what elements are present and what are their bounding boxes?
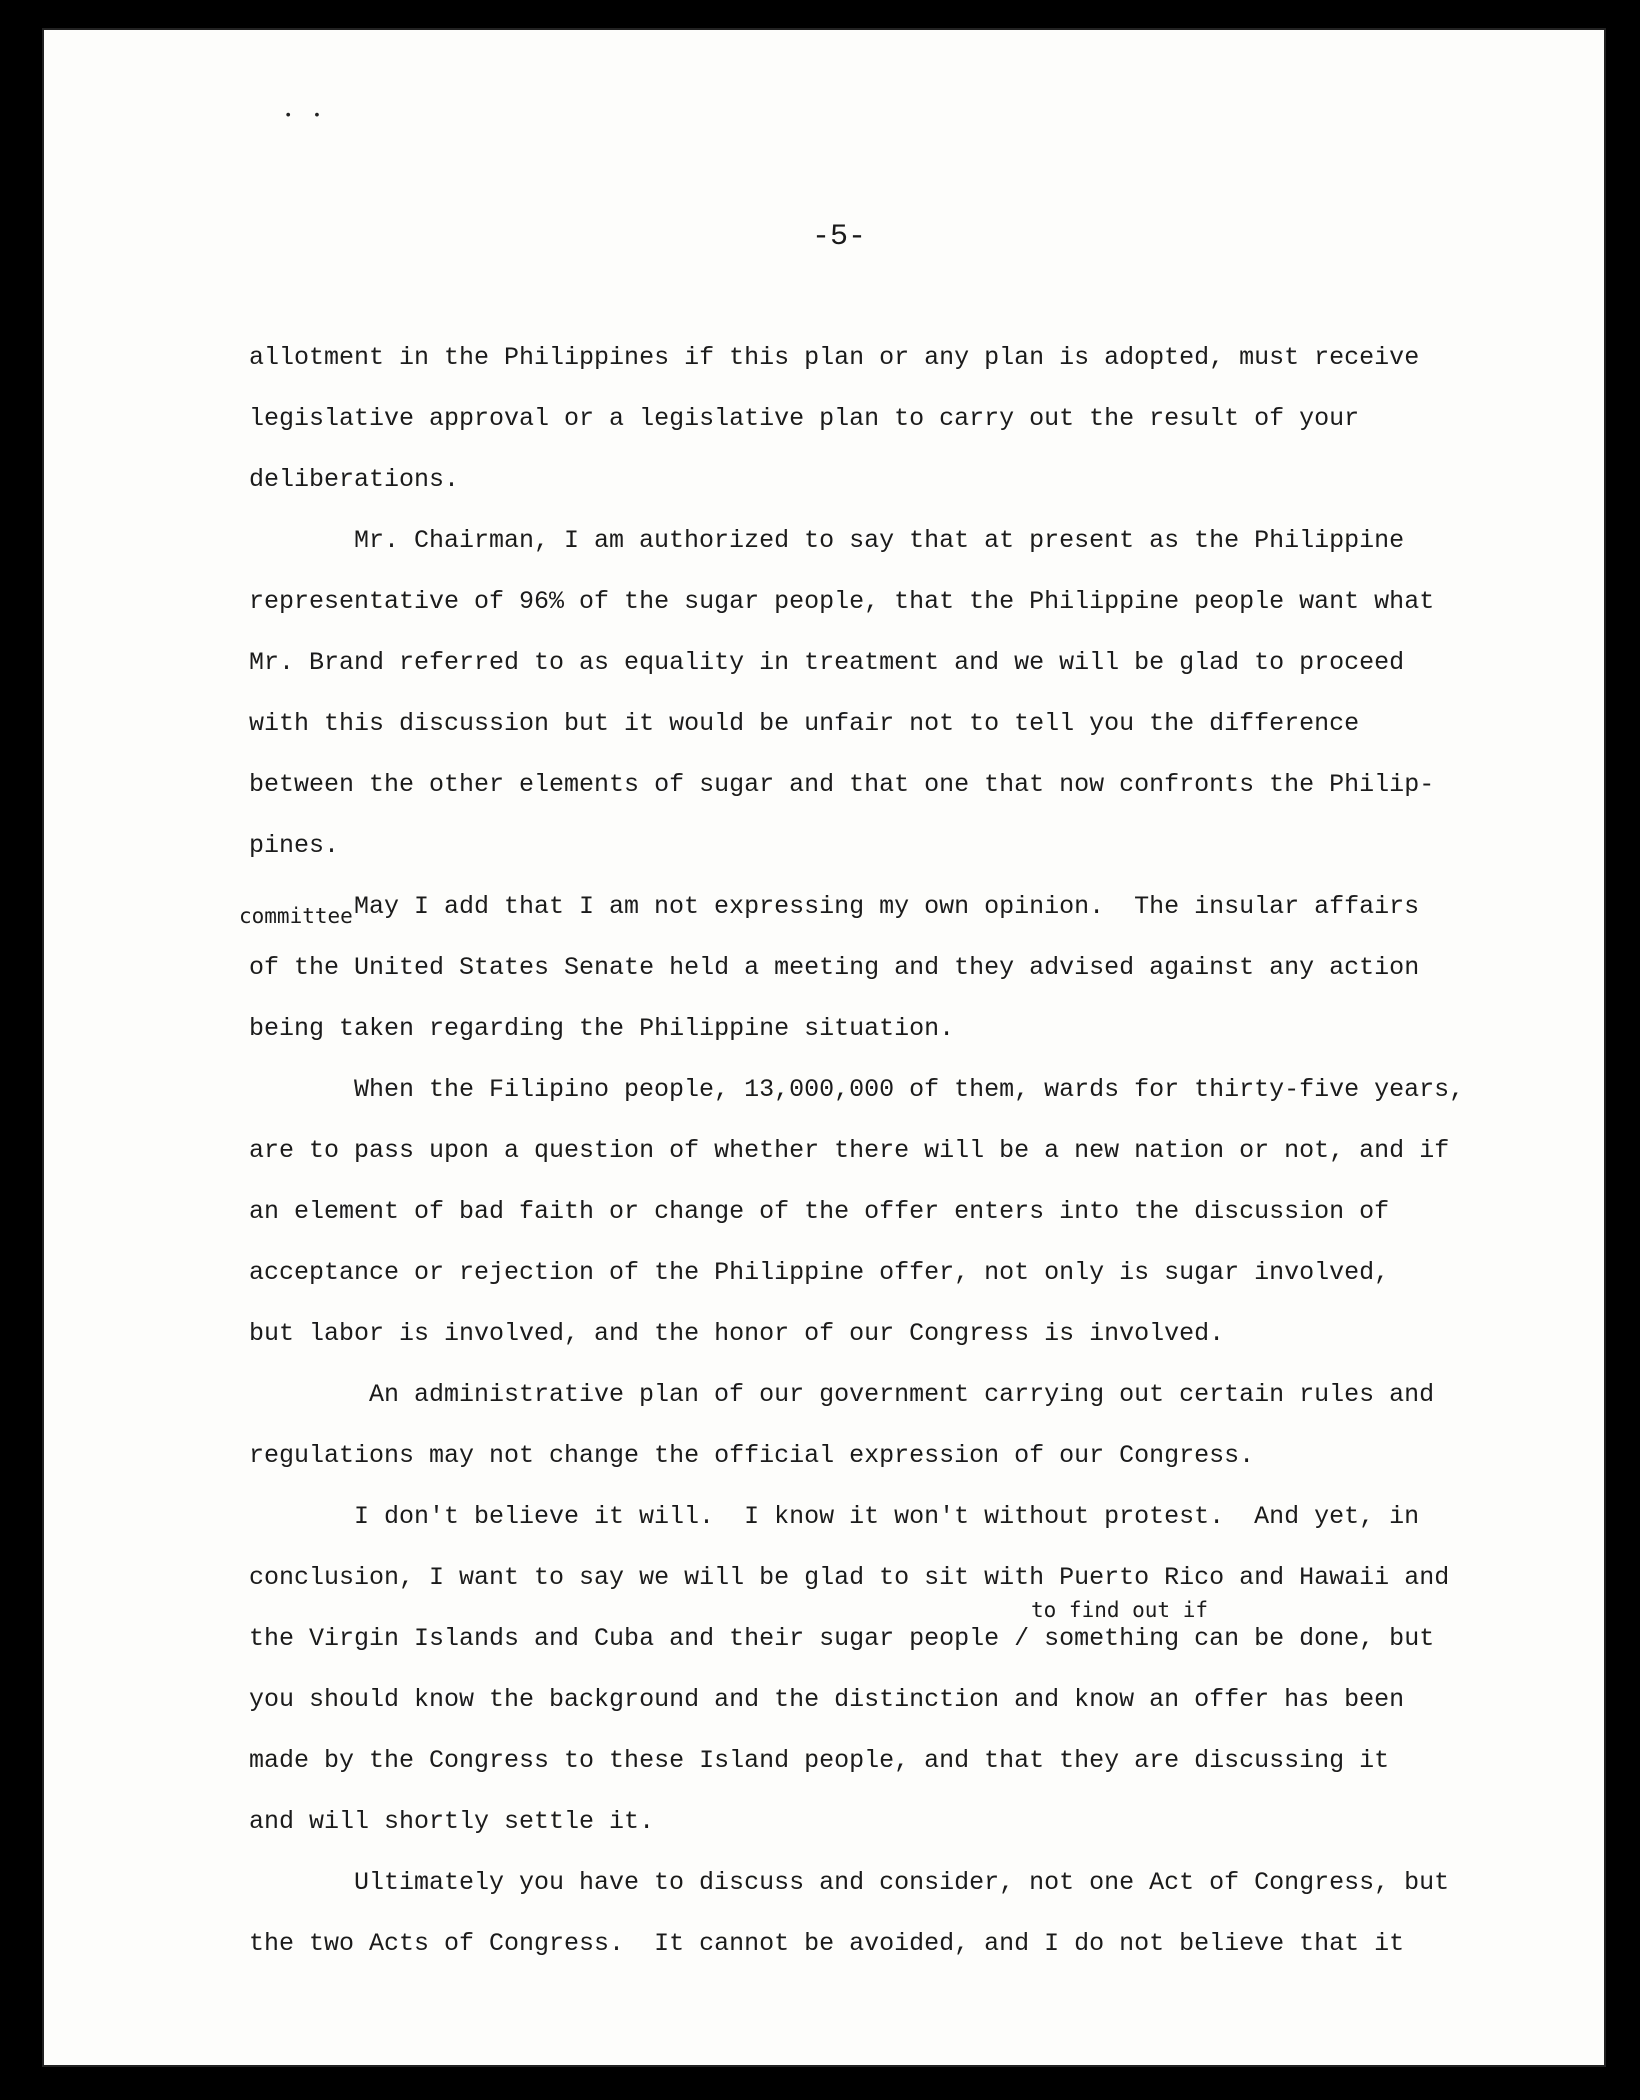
text-line: but labor is involved, and the honor of our Congress is involved. (249, 1319, 1225, 1348)
text-line: allotment in the Philippines if this plan or any plan is adopted, must receive (249, 343, 1420, 372)
text-line: and will shortly settle it. (249, 1807, 655, 1836)
line-insert-note: to find out if (1031, 1598, 1209, 1622)
text-line: An administrative plan of our government carrying out certain rules and (369, 1380, 1435, 1409)
text-line: an element of bad faith or change of the offer enters into the discussion of (249, 1197, 1390, 1226)
text-line: Ultimately you have to discuss and consider, not one Act of Congress, but (354, 1868, 1450, 1897)
document-page (44, 30, 1604, 2065)
page-specks: • • (284, 108, 328, 124)
text-line: are to pass upon a question of whether there will be a new nation or not, and if (249, 1136, 1450, 1165)
text-line: When the Filipino people, 13,000,000 of them, wards for thirty-five years, (354, 1075, 1465, 1104)
text-line: deliberations. (249, 465, 460, 494)
text-line: pines. (249, 831, 340, 860)
page-number: -5- (811, 220, 866, 254)
text-line: with this discussion but it would be unfair not to tell you the difference (249, 709, 1360, 738)
body-text (239, 338, 1499, 1985)
text-line: Mr. Brand referred to as equality in treatment and we will be glad to proceed (249, 648, 1405, 677)
text-line: regulations may not change the official expression of our Congress. (249, 1441, 1255, 1470)
text-line: I don't believe it will. I know it won't without protest. And yet, in (354, 1502, 1420, 1531)
text-line: made by the Congress to these Island people, and that they are discussing it (249, 1746, 1390, 1775)
text-line: Mr. Chairman, I am authorized to say that at present as the Philippine (354, 526, 1405, 555)
text-line: conclusion, I want to say we will be glad to sit with Puerto Rico and Hawaii and (249, 1563, 1450, 1592)
text-line: acceptance or rejection of the Philippine offer, not only is sugar involved, (249, 1258, 1390, 1287)
margin-insert-note: committee (239, 904, 353, 928)
text-line: May I add that I am not expressing my own opinion. The insular affairs (354, 892, 1420, 921)
text-line: between the other elements of sugar and that one that now confronts the Philip- (249, 770, 1435, 799)
text-line: the Virgin Islands and Cuba and their sugar people / something can be done, but (249, 1624, 1435, 1653)
text-line: representative of 96% of the sugar people, that the Philippine people want what (249, 587, 1435, 616)
text-line: legislative approval or a legislative plan to carry out the result of your (249, 404, 1360, 433)
text-line: being taken regarding the Philippine situation. (249, 1014, 955, 1043)
text-line: of the United States Senate held a meeting and they advised against any action (249, 953, 1420, 982)
text-line: the two Acts of Congress. It cannot be avoided, and I do not believe that it (249, 1929, 1405, 1958)
text-line: you should know the background and the distinction and know an offer has been (249, 1685, 1405, 1714)
